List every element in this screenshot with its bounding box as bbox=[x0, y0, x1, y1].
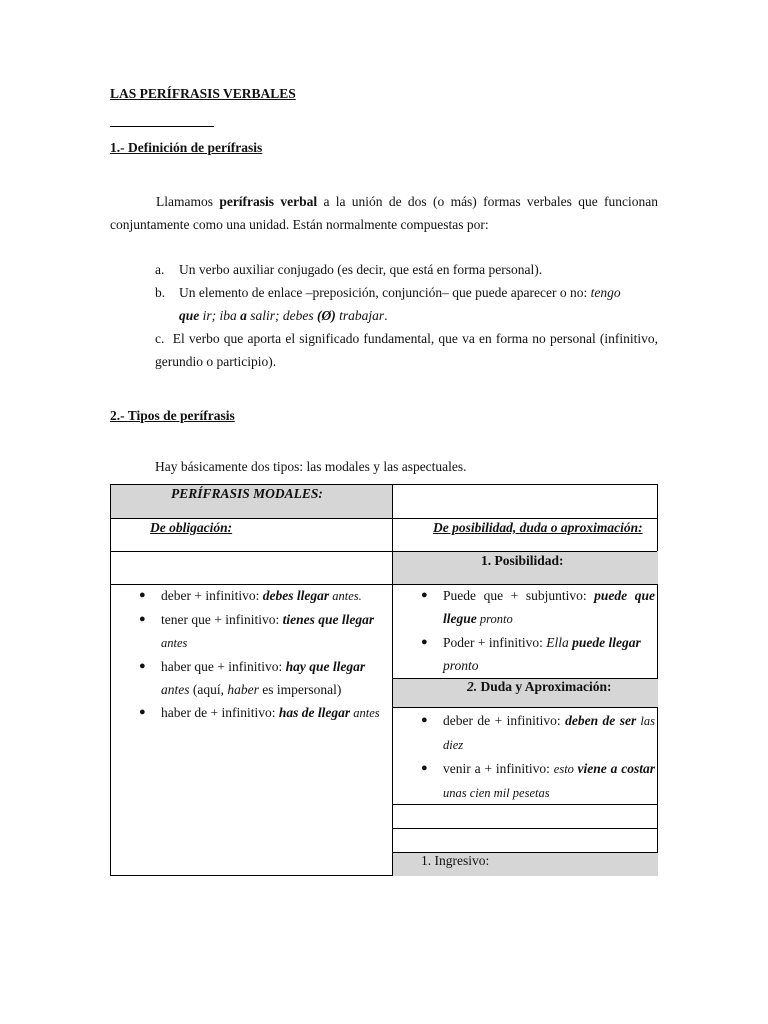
separator-rule bbox=[110, 126, 214, 127]
list-item-a: a. Un verbo auxiliar conjugado (es decir, que está en forma personal). bbox=[155, 262, 543, 277]
list-item: ● Poder + infinitivo: Ella puede llegar pronto bbox=[421, 635, 641, 673]
list-item: ● Puede que + subjuntivo: puede que llegue pronto bbox=[421, 588, 655, 626]
list-item: ● tener que + infinitivo: tienes que llegar antes bbox=[139, 612, 375, 650]
section2-intro: Hay básicamente dos tipos: las modales y las aspectuales. bbox=[155, 459, 467, 474]
list-item: ● deber + infinitivo: debes llegar antes. bbox=[139, 588, 362, 603]
obligacion-list bbox=[133, 584, 389, 725]
table-header-title: PERÍFRASIS MODALES: bbox=[171, 486, 323, 501]
list-item-b: b. Un elemento de enlace –preposición, conjunción– que puede aparecer o no: tengo que ir; iba a salir; debes (Ø) trabajar. bbox=[155, 285, 621, 323]
section1-intro: Llamamos perífrasis verbal a la unión de dos (o más) formas verbales que funcionan conjuntamente como una unidad. Están normalmente compuestas por: bbox=[110, 194, 659, 232]
list-item-c: c. El verbo que aporta el significado fundamental, que va en forma no personal (infinitivo, gerundio o participio). bbox=[155, 331, 658, 369]
page-title: LAS PERÍFRASIS VERBALES bbox=[110, 86, 296, 101]
list-item: ● venir a + infinitivo: esto viene a costar unas cien mil pesetas bbox=[421, 761, 655, 800]
col-right-title: De posibilidad, duda o aproximación: bbox=[433, 520, 643, 535]
section1-heading: 1.- Definición de perífrasis bbox=[110, 140, 263, 155]
col-left-title: De obligación: bbox=[150, 520, 233, 535]
list-item: ● haber que + infinitivo: hay que llegar antes (aquí, haber es impersonal) bbox=[139, 659, 366, 697]
duda-title: 2. Duda y Aproximación: bbox=[467, 679, 612, 694]
ingresivo-title: 1. Ingresivo: bbox=[421, 853, 490, 868]
posibilidad-list bbox=[415, 584, 655, 677]
definition-list bbox=[155, 258, 658, 373]
duda-list bbox=[415, 709, 655, 805]
perifrasis-table bbox=[110, 484, 658, 876]
section2-heading: 2.- Tipos de perífrasis bbox=[110, 408, 235, 423]
posibilidad-title: 1. Posibilidad: bbox=[481, 553, 564, 568]
list-item: ● deber de + infinitivo: deben de ser las diez bbox=[421, 713, 656, 752]
list-item: ● haber de + infinitivo: has de llegar antes bbox=[139, 705, 380, 720]
